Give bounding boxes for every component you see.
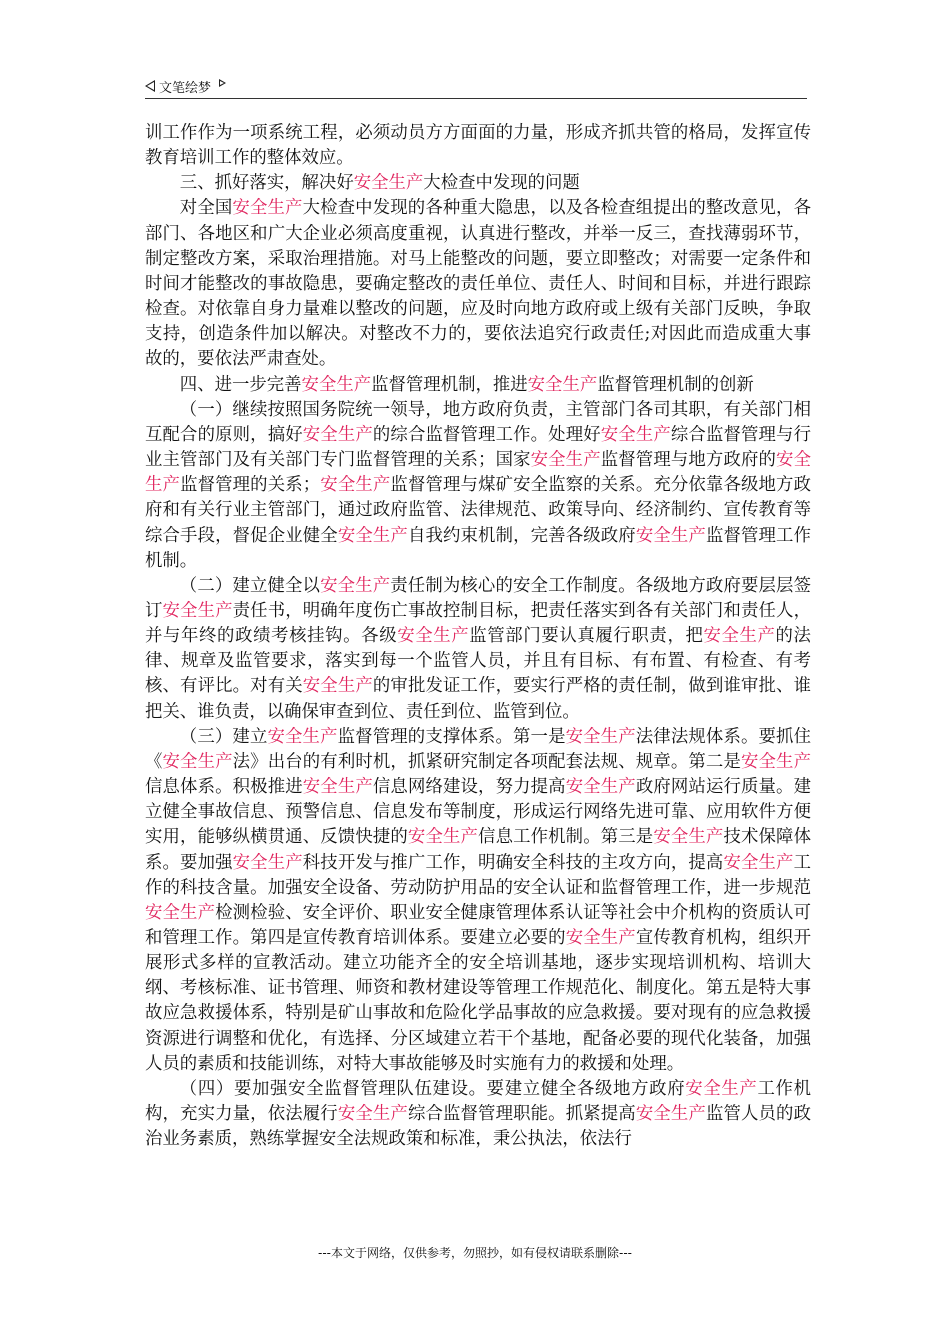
highlighted-term: 安全生产: [353, 173, 424, 194]
highlighted-term: 安全生产: [600, 424, 671, 445]
highlighted-term: 安全生产: [232, 198, 303, 219]
highlighted-term: 安全生产: [267, 726, 338, 747]
text-run: 监管部门要认真履行职责，把: [469, 626, 704, 647]
highlighted-term: 安全生产: [145, 902, 216, 923]
paragraph: [145, 574, 811, 725]
highlighted-term: 安全生产: [302, 676, 373, 697]
left-triangle-icon: [145, 80, 155, 92]
highlighted-term: 安全生产: [162, 600, 233, 621]
highlighted-term: 安全生产: [320, 475, 391, 496]
text-run: 工作机构，充实力量，依法履行: [145, 1078, 811, 1125]
highlighted-term: 安全生产: [301, 374, 372, 395]
text-run: 检测检验、安全评价、职业安全健康管理体系认证等社会中介机构的资质认可和管理工作。第四是宣传教育培训体系。要建立必要的: [145, 902, 811, 948]
text-run: （三）建立: [179, 726, 268, 747]
text-run: 监督管理机制的创新: [597, 374, 754, 395]
paragraph: [145, 398, 811, 574]
text-run: 监督管理机制，推进: [371, 374, 528, 395]
text-run: 综合监督管理职能。抓紧提高: [407, 1104, 636, 1125]
highlighted-term: 安全生产: [320, 575, 391, 596]
highlighted-term: 安全生产: [302, 424, 373, 445]
highlighted-term: 安全生产: [635, 1104, 706, 1125]
text-run: 自我约束机制，完善各级政府: [407, 525, 636, 546]
text-run: 的审批发证工作，要实行严格的责任制，做到谁审批、谁把关、谁负责，以确保审查到位、责任到位、监管到位。: [145, 676, 811, 722]
highlighted-term: 安全生产: [723, 852, 794, 873]
text-run: 信息网络建设，努力提高: [372, 777, 566, 798]
text-run: （四）要加强安全监督管理队伍建设。要建立健全各级地方政府: [179, 1078, 686, 1099]
text-run: 工作的科技含量。加强安全设备、劳动防护用品的安全认证和监督管理工作，进一步规范: [145, 852, 811, 898]
text-run: 责任制为核心的安全工作制度。各级地方政府要层层签订: [145, 575, 811, 621]
highlighted-term: 安全生产: [302, 777, 373, 798]
text-run: 的法律、规章及监管要求，落实到每一个监管人员，并且有目标、有布置、有检查、有考核、有评比。对有关: [145, 626, 811, 697]
text-run: （二）建立健全以: [179, 575, 321, 596]
text-run: 大检查中发现的问题: [423, 173, 580, 194]
highlighted-term: 安全生产: [162, 751, 233, 772]
text-run: 的综合监督管理工作。处理好: [372, 424, 601, 445]
paragraph: [145, 725, 811, 1077]
text-run: 信息工作机制。第三是: [478, 827, 654, 848]
page-footer: ---本文于网络，仅供参考，勿照抄，如有侵权请联系删除---: [318, 1246, 632, 1260]
paragraph: [145, 171, 811, 196]
text-run: 政府网站运行质量。建立健全事故信息、预警信息、信息发布等制度，形成运行网络先进可靠、应用软件方便实用，能够纵横贯通、反馈快捷的: [145, 777, 811, 848]
highlighted-term: 安全生产: [397, 626, 470, 647]
text-run: 三、抓好落实，解决好: [179, 173, 354, 194]
text-run: 法律法规体系。要抓住《: [145, 726, 811, 772]
header-divider: [145, 98, 807, 99]
highlighted-term: 安全生产: [527, 374, 598, 395]
highlighted-term: 安全生产: [565, 928, 636, 948]
text-run: 大检查中发现的各种重大隐患，以及各检查组提出的整改意见，各部门、各地区和广大企业必须高度重视，认真进行整改，并举一反三，查找薄弱环节，制定整改方案，采取治理措施。对马上能整改的问题，要立即整改；对需要一定条件和时间才能整改的事故隐患，要确定整改的责任单位、责任人、时间和目标，并进行跟踪检查。对依靠自身力量难以整改的问题，应及时向地方政府或上级有关部门反映，争取支持，创造条件加以解决。对整改不力的，要依法追究行政责任;对因此而造成重大事故的，要依法严肃查处。: [145, 198, 811, 370]
highlighted-term: 安全生产: [145, 450, 811, 496]
paragraph: [145, 1077, 811, 1152]
text-run: 四、进一步完善: [179, 374, 302, 395]
text-run: 监管人员的政治业务素质，熟练掌握安全法规政策和标准，秉公执法，依法行: [145, 1104, 811, 1150]
text-run: （一）继续按照国务院统一领导，地方政府负责，主管部门各司其职，有关部门相互配合的原则，搞好: [145, 399, 811, 445]
paragraph: [145, 121, 811, 171]
text-run: 监督管理与地方政府的: [600, 450, 777, 471]
text-run: 监督管理的支撑体系。第一是: [337, 726, 566, 747]
highlighted-term: 安全生产: [407, 827, 479, 848]
highlighted-term: 安全生产: [703, 626, 776, 647]
text-run: 宣传教育机构，组织开展形式多样的宣教活动。建立功能齐全的安全培训基地，逐步实现培训机构、培训大纲、考核标准、证书管理、师资和教材建设等管理工作规范化、制度化。第五是特大事故应急救援体系，特别是矿山事故和危险化学品事故的应急救援。要对现有的应急救援资源进行调整和优化，有选择、分区域建立若干个基地，配备必要的现代化装备，加强人员的素质和技能训练，对特大事故能够及时实施有力的救援和处理。: [145, 928, 811, 1074]
text-run: 监督管理工作机制。: [145, 525, 811, 571]
text-run: 责任书，明确年度伤亡事故控制目标，把责任落实到各有关部门和责任人，并与年终的政绩考核挂钩。各级: [145, 600, 811, 647]
text-run: 训工作作为一项系统工程，必须动员方方面面的力量，形成齐抓共管的格局，发挥宣传教育培训工作的整体效应。: [145, 123, 811, 169]
text-run: 监督管理的关系；: [180, 475, 321, 496]
text-run: 对全国: [179, 198, 233, 219]
highlighted-term: 安全生产: [530, 450, 601, 471]
highlighted-term: 安全生产: [635, 525, 706, 546]
document-body: [145, 121, 811, 1152]
paragraph: [145, 196, 811, 372]
text-run: 监督管理与煤矿安全监察的关系。充分依靠各级地方政府和有关行业主管部门，通过政府监管、法律规范、政策导向、经济制约、宣传教育等综合手段，督促企业健全: [145, 475, 811, 546]
highlighted-term: 安全生产: [337, 525, 408, 546]
highlighted-term: 安全生产: [565, 726, 636, 747]
text-run: 信息体系。积极推进: [145, 777, 303, 798]
text-run: 综合监督管理与行业主管部门及有关部门专门监督管理的关系；国家: [145, 424, 811, 471]
text-run: 科技开发与推广工作，明确安全科技的主攻方向，提高: [302, 852, 724, 873]
right-triangle-icon: [219, 79, 226, 87]
highlighted-term: 安全生产: [337, 1104, 408, 1125]
highlighted-term: 安全生产: [740, 751, 811, 772]
text-run: 法》出台的有利时机，抓紧研究制定各项配套法规、规章。第二是: [232, 751, 741, 772]
text-run: 技术保障体系。要加强: [145, 827, 811, 873]
highlighted-term: 安全生产: [565, 777, 636, 798]
page-header: [145, 74, 807, 98]
highlighted-term: 安全生产: [653, 827, 724, 848]
paragraph: [145, 373, 811, 398]
highlighted-term: 安全生产: [685, 1078, 758, 1099]
highlighted-term: 安全生产: [232, 852, 303, 873]
header-title: 文笔绘梦: [159, 80, 212, 96]
